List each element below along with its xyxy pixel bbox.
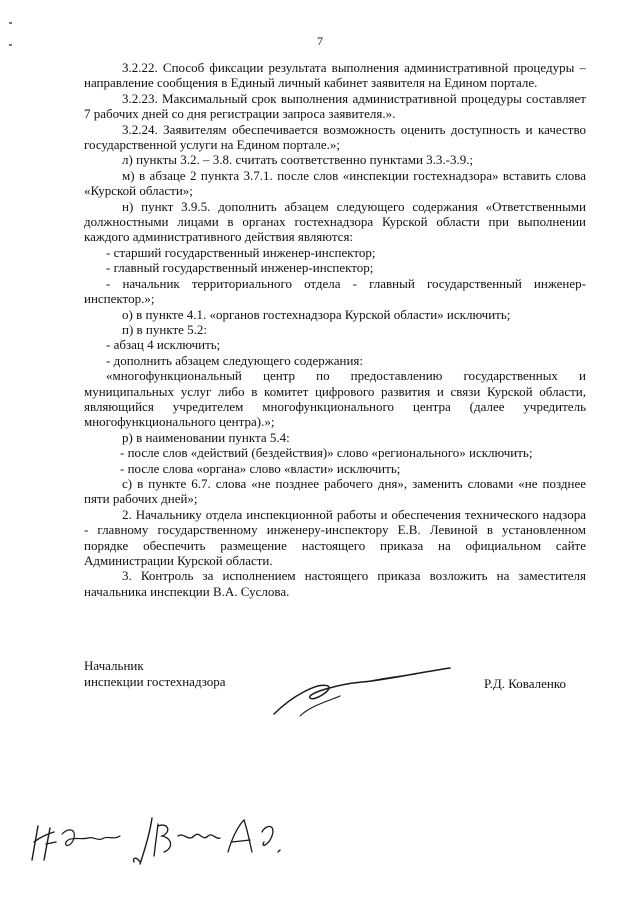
paragraph-3-2-24: 3.2.24. Заявителям обеспечивается возможность оценить доступность и качество государственной услуги на Едином портале.»; <box>84 121 586 153</box>
paragraph-item-p: п) в пункте 5.2: <box>122 321 208 337</box>
paragraph-3-2-23: 3.2.23. Максимальный срок выполнения административной процедуры составляет 7 рабочих дней со дня регистрации запроса заявителя.». <box>84 90 586 122</box>
signatory-title <box>84 658 226 690</box>
paragraph-item-o: о) в пункте 4.1. «органов гостехнадзора Курской области» исключить; <box>122 306 511 322</box>
list-item-senior-inspector: - старший государственный инженер-инспектор; <box>106 244 376 260</box>
signatory-title-line2: инспекции гостехнадзора <box>84 674 226 689</box>
handwritten-approval-visas <box>28 812 288 872</box>
list-item-vlasti: - после слова «органа» слово «власти» исключить; <box>120 460 401 476</box>
list-item-department-head: - начальник территориального отдела - главный государственный инженер-инспектор.»; <box>84 275 586 307</box>
page-number: 7 <box>317 34 323 48</box>
document-body <box>84 60 586 599</box>
paragraph-point-3: 3. Контроль за исполнением настоящего приказа возложить на заместителя начальника инспекции В.А. Суслова. <box>84 568 586 599</box>
signatory-title-line1: Начальник <box>84 658 144 673</box>
paragraph-3-2-22: 3.2.22. Способ фиксации результата выполнения административной процедуры – направление сообщения в Единый личный кабинет заявителя на Едином портале. <box>84 60 586 91</box>
paragraph-item-n: н) пункт 3.9.5. дополнить абзацем следующего содержания «Ответственными должностными лицами в органах гостехнадзора Курской области при выполнении каждого административного действия являются: <box>84 198 586 245</box>
list-item-abzac-4: - абзац 4 исключить; <box>106 337 221 353</box>
list-item-regional: - после слов «действий (бездействия)» слово «регионального» исключить; <box>120 445 533 461</box>
signatory-name: Р.Д. Коваленко <box>484 676 566 691</box>
list-item-add-abzac: - дополнить абзацем следующего содержания: <box>106 352 363 368</box>
list-item-chief-inspector: - главный государственный инженер-инспектор; <box>106 260 374 276</box>
handwritten-signature <box>270 662 460 726</box>
paragraph-item-m: м) в абзаце 2 пункта 3.7.1. после слов «инспекции гостехнадзора» вставить слова «Курской области»; <box>84 167 586 199</box>
paragraph-point-2: 2. Начальнику отдела инспекционной работы и обеспечения технического надзора - главному государственному инженеру-инспектору Е.В. Левиной в установленном порядке обеспечить размещение настоящего приказа на официальном сайте Администрации Курской области. <box>84 506 586 568</box>
paragraph-item-s: с) в пункте 6.7. слова «не позднее рабочего дня», заменить словами «не позднее пяти рабочих дней»; <box>84 475 586 507</box>
signature-block <box>84 658 586 728</box>
margin-dot <box>9 22 12 24</box>
paragraph-item-l: л) пункты 3.2. – 3.8. считать соответственно пунктами 3.3.-3.9.; <box>122 152 474 168</box>
paragraph-mfc-quote: «многофункциональный центр по предоставлению государственных и муниципальных услуг либо в комитет цифрового развития и связи Курской области, являющийся учредителем многофункционального центра (далее учредитель многофункционального центра).»; <box>84 368 586 430</box>
paragraph-item-r: р) в наименовании пункта 5.4: <box>122 429 290 445</box>
